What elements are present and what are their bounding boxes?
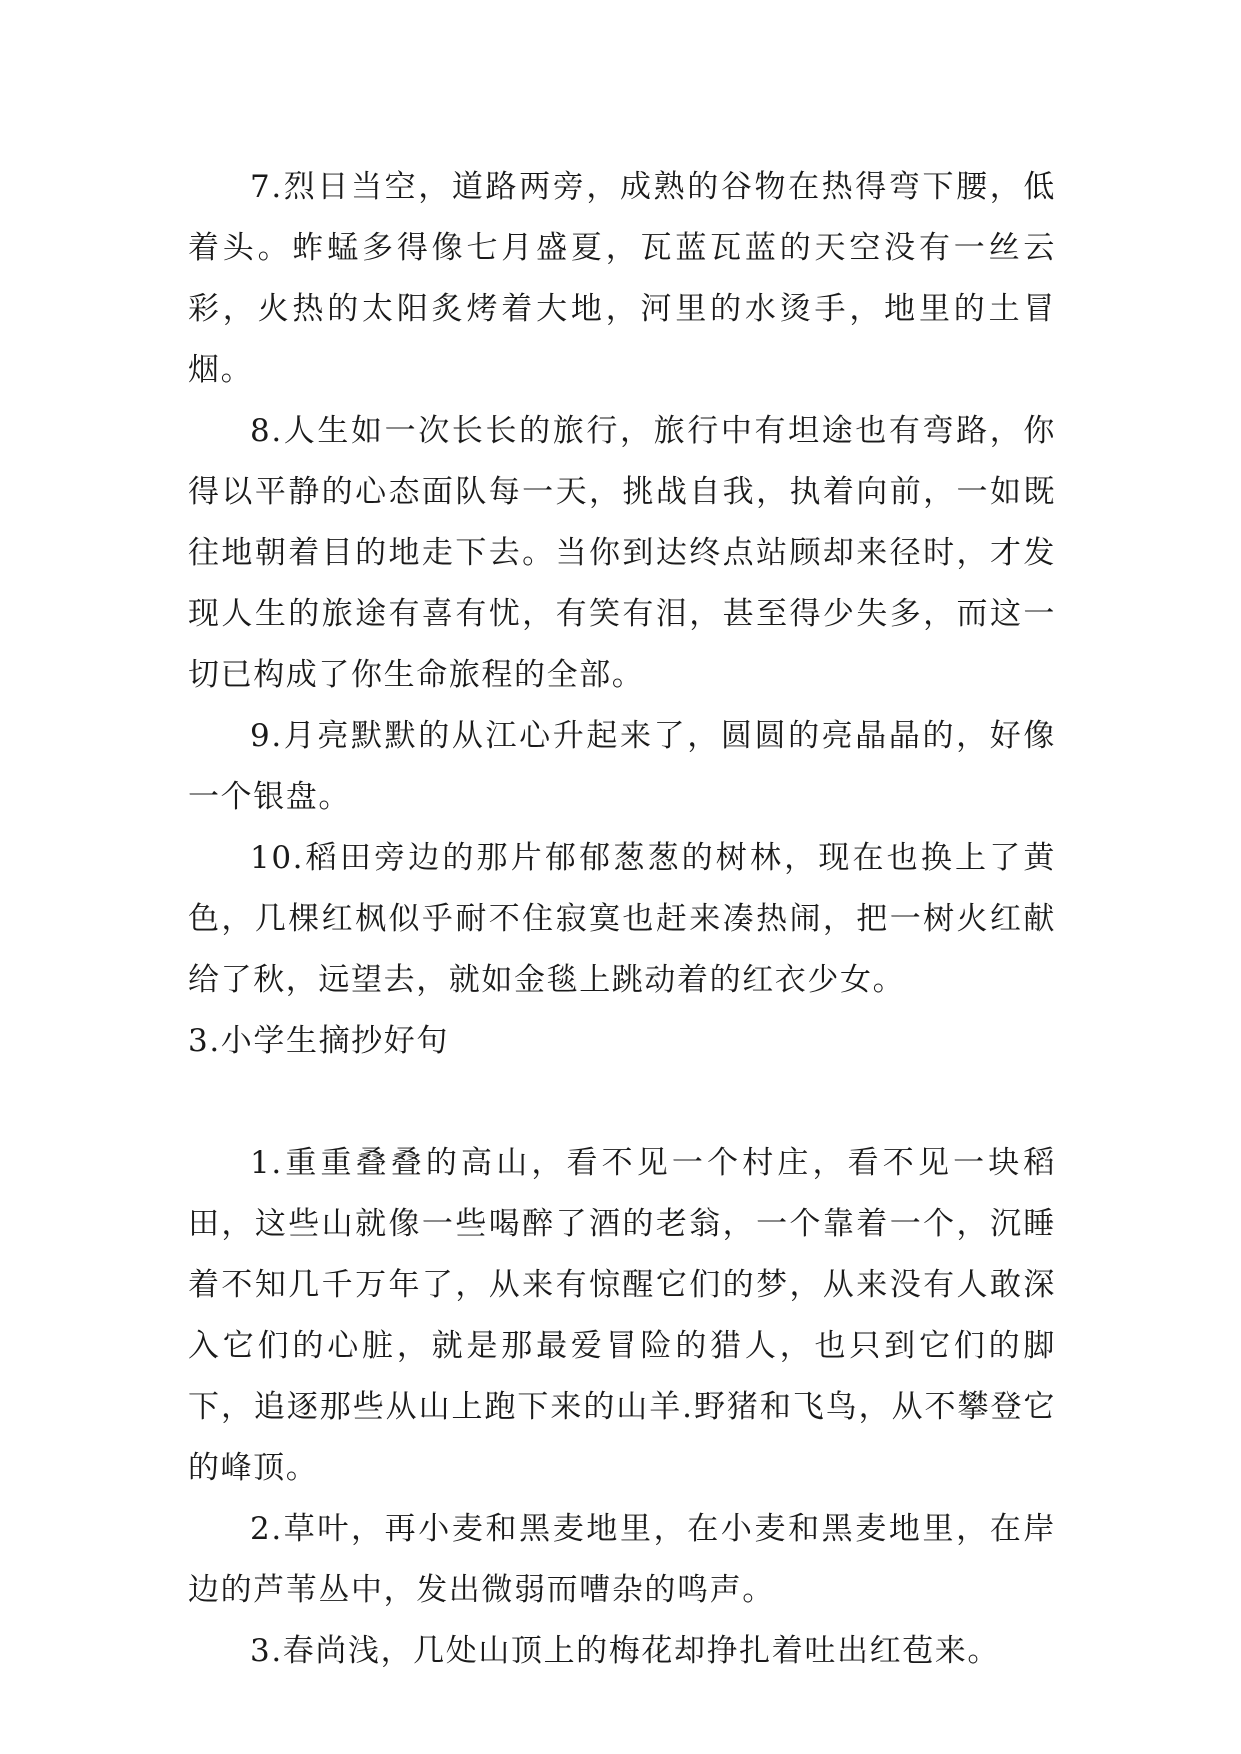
paragraph-3: 3.春尚浅，几处山顶上的梅花却挣扎着吐出红苞来。: [250, 1633, 1000, 1669]
paragraph-9: 9.月亮默默的从江心升起来了，圆圆的亮晶晶的，好像一个银盘。: [188, 718, 1056, 815]
section-spacer: [188, 1072, 1056, 1133]
document-body: [188, 157, 1056, 1682]
paragraph-8: 8.人生如一次长长的旅行，旅行中有坦途也有弯路，你得以平静的心态面队每一天，挑战自我，执着向前，一如既往地朝着目的地走下去。当你到达终点站顾却来径时，才发现人生的旅途有喜有忧，有笑有泪，甚至得少失多，而这一切已构成了你生命旅程的全部。: [188, 413, 1056, 693]
paragraph-7: 7.烈日当空，道路两旁，成熟的谷物在热得弯下腰，低着头。蚱蜢多得像七月盛夏，瓦蓝瓦蓝的天空没有一丝云彩，火热的太阳炙烤着大地，河里的水烫手，地里的土冒烟。: [188, 169, 1056, 388]
paragraph-10: 10.稻田旁边的那片郁郁葱葱的树林，现在也换上了黄色，几棵红枫似乎耐不住寂寞也赶来凑热闹，把一树火红献给了秋，远望去，就如金毯上跳动着的红衣少女。: [188, 840, 1056, 998]
paragraph-2: 2.草叶，再小麦和黑麦地里，在小麦和黑麦地里，在岸边的芦苇丛中，发出微弱而嘈杂的鸣声。: [188, 1511, 1056, 1608]
section-heading: 3.小学生摘抄好句: [188, 1023, 449, 1059]
paragraph-1: 1.重重叠叠的高山，看不见一个村庄，看不见一块稻田，这些山就像一些喝醉了酒的老翁，一个靠着一个，沉睡着不知几千万年了，从来有惊醒它们的梦，从来没有人敢深入它们的心脏，就是那最爱冒险的猎人，也只到它们的脚下，追逐那些从山上跑下来的山羊.野猪和飞鸟，从不攀登它的峰顶。: [188, 1145, 1056, 1486]
